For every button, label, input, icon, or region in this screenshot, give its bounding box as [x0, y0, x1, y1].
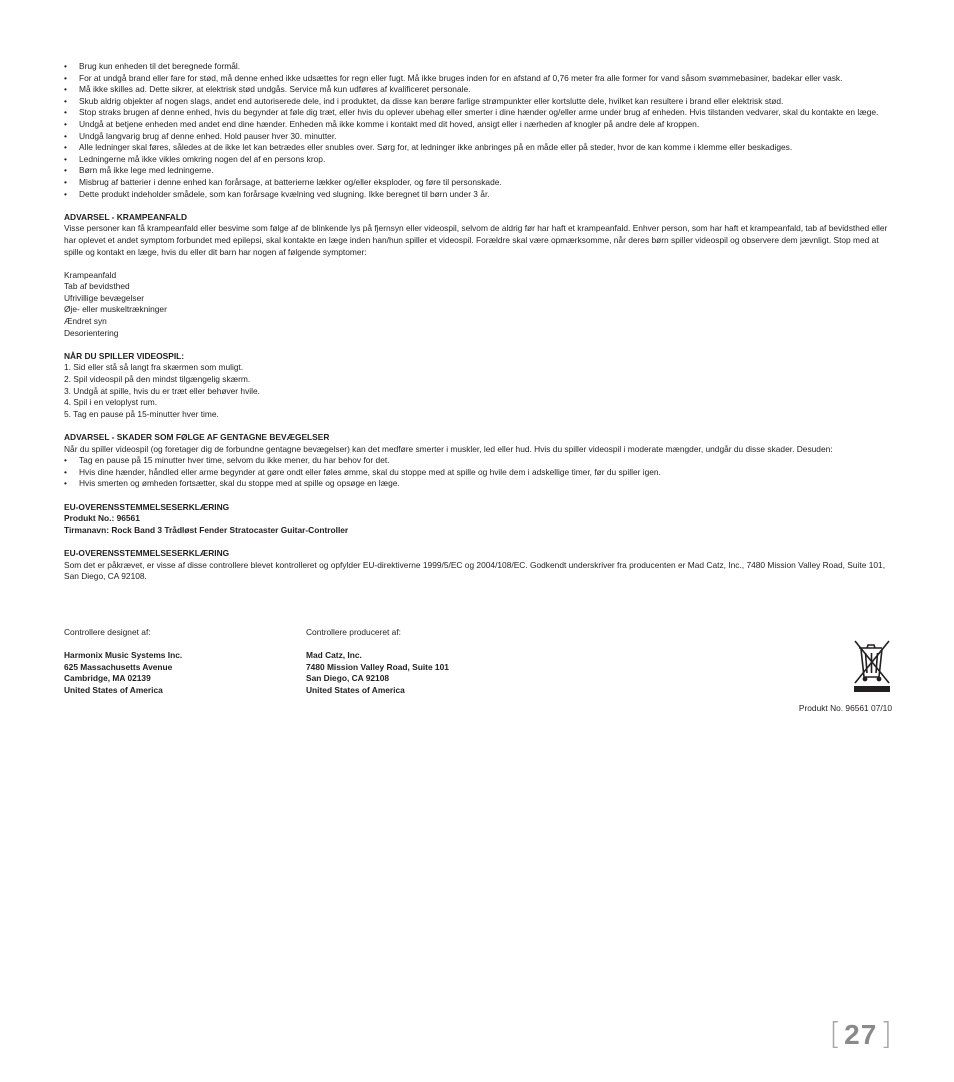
address-line: San Diego, CA 92108 [306, 673, 390, 684]
product-number: Produkt No.: 96561 [64, 513, 140, 524]
page-number [829, 1019, 892, 1051]
list-item: • Dette produkt indeholder smådele, som kan forårsage kvælning ved slugning. Ikke beregnet til børn under 3 år. [64, 189, 896, 201]
symptom-list [64, 270, 896, 340]
list-item: • Misbrug af batterier i denne enhed kan forårsage, at batterierne lækker og/eller eksploder, og føre til personskade. [64, 177, 896, 189]
list-item: Ufrivillige bevægelser [64, 292, 145, 303]
list-item: • Alle ledninger skal føres, således at de ikke let kan betrædes eller snubles over. Sørg for, at ledninger ikke anbringes på en måde eller på steder, hvor de kan komme i klemme eller beskadiges. [64, 142, 896, 154]
seizure-section [64, 212, 896, 340]
list-item: Ændret syn [64, 316, 107, 327]
address-line: United States of America [64, 684, 163, 695]
address-line: 7480 Mission Valley Road, Suite 101 [306, 661, 449, 672]
playing-section [64, 351, 896, 421]
designer-column [64, 627, 182, 697]
list-item: • Hvis smerten og ømheden fortsætter, skal du stoppe med at spille og opsøge en læge. [64, 478, 896, 490]
producer-column [306, 627, 449, 697]
list-item: 4. Spil i en veloplyst rum. [64, 397, 158, 408]
crossed-out-wheelie-bin-icon [852, 639, 892, 693]
list-item: Krampeanfald [64, 269, 117, 280]
declaration-paragraph: Som det er påkrævet, er visse af disse controllere blevet kontrolleret og opfylder EU-direktiverne 1999/5/EC og 2004/108/EC. Godkendt underskriver fra producenten er Mad Catz, Inc., 7480 Mission Valley Road, Suite 101, San Diego, CA 92108. [64, 559, 886, 582]
address-line: Mad Catz, Inc. [306, 650, 362, 661]
section-heading: ADVARSEL - SKADER SOM FØLGE AF GENTAGNE BEVÆGELSER [64, 432, 330, 442]
address-line: United States of America [306, 684, 405, 695]
trade-name: Tirmanavn: Rock Band 3 Trådløst Fender Stratocaster Guitar-Controller [64, 524, 349, 535]
repetitive-list [64, 455, 896, 490]
section-heading: EU-OVERENSSTEMMELSESERKLÆRING [64, 547, 230, 558]
list-item: • Skub aldrig objekter af nogen slags, andet end autoriserede dele, ind i produktet, da disse kan berøre farlige strømpunkter eller kortslutte dele, hvilket kan resultere i brand eller elektrisk stød. [64, 96, 896, 108]
list-item: Øje- eller muskeltrækninger [64, 304, 167, 315]
bracket-left-icon: [ [829, 1017, 842, 1052]
list-item: Tab af bevidsthed [64, 281, 130, 292]
list-item: 3. Undgå at spille, hvis du er træt eller behøver hvile. [64, 385, 260, 396]
manufacturer-block [64, 627, 896, 697]
product-code: Produkt No. 96561 07/10 [798, 703, 892, 713]
page-number-value: 27 [844, 1019, 878, 1050]
repetitive-paragraph: Når du spiller videospil (og foretager dig de forbundne gentagne bevægelser) kan det medføre smerter i muskler, led eller hud. Hvis du spiller videospil i moderate mængder, undgår du disse skader. Desuden: [64, 443, 833, 454]
bracket-right-icon: ] [880, 1017, 892, 1052]
seizure-paragraph: Visse personer kan få krampeanfald eller besvime som følge af de blinkende lys på fjernsyn eller videospil, selvom de aldrig før har haft et krampeanfald. Enhver person, som har haft et krampeanfald, tab af bevidsthed eller har oplevet et andet symptom forbundet med epilepsi, skal kontakte en læge inden han/hun spiller et videospil. Forældre skal være opmærksomme, når deres børn spiller videospil og observere dem jævnligt. Stop med at spille og kontakt en læge, hvis du eller dit barn har nogen af følgende symptomer: [64, 223, 888, 257]
list-item: • Hvis dine hænder, håndled eller arme begynder at gøre ondt eller føles ømme, skal du stoppe med at spille og hvile dem i adskellige timer, før du spiller igen. [64, 467, 896, 479]
list-item: • Undgå at betjene enheden med andet end dine hænder. Enheden må ikke komme i kontakt med dit hoved, ansigt eller i nærheden af knogler på andre dele af kroppen. [64, 119, 896, 131]
manual-page [64, 61, 896, 583]
list-item: 5. Tag en pause på 15-minutter hver time. [64, 408, 219, 419]
designer-label: Controllere designet af: [64, 627, 151, 637]
address-line: Harmonix Music Systems Inc. [64, 650, 183, 661]
list-item: Desorientering [64, 327, 119, 338]
eu-declaration-1 [64, 502, 896, 537]
list-item: • Brug kun enheden til det beregnede formål. [64, 61, 896, 73]
safety-list [64, 61, 896, 200]
section-heading: NÅR DU SPILLER VIDEOSPIL: [64, 350, 185, 361]
list-item: • Børn må ikke lege med ledningerne. [64, 165, 896, 177]
eu-declaration-2 [64, 548, 896, 583]
address-line: 625 Massachusetts Avenue [64, 661, 173, 672]
address-line: Cambridge, MA 02139 [64, 673, 151, 684]
list-item: • For at undgå brand eller fare for stød, må denne enhed ikke udsættes for regn eller fugt. Må ikke bruges inden for en afstand af 0,76 meter fra alle former for vand såsom svømmebasiner, badekar eller vask. [64, 73, 896, 85]
list-item: • Undgå langvarig brug af denne enhed. Hold pauser hver 30. minutter. [64, 131, 896, 143]
list-item: • Stop straks brugen af denne enhed, hvis du begynder at føle dig træt, eller hvis du oplever ubehag eller smerter i dine hænder og/eller arme under brug af enheden. Hvis tilstanden vedvarer, skal du kontakte en læge. [64, 107, 896, 119]
section-heading: EU-OVERENSSTEMMELSESERKLÆRING [64, 501, 230, 512]
list-item: 2. Spil videospil på den mindst tilgængelig skærm. [64, 374, 251, 385]
list-item: 1. Sid eller stå så langt fra skærmen som muligt. [64, 362, 244, 373]
section-heading: ADVARSEL - KRAMPEANFALD [64, 211, 187, 222]
list-item: • Tag en pause på 15 minutter hver time, selvom du ikke mener, du har behov for det. [64, 455, 896, 467]
list-item: • Ledningerne må ikke vikles omkring nogen del af en persons krop. [64, 154, 896, 166]
list-item: • Må ikke skilles ad. Dette sikrer, at elektrisk stød undgås. Service må kun udføres af kvalificeret personale. [64, 84, 896, 96]
repetitive-section [64, 432, 896, 490]
producer-label: Controllere produceret af: [306, 627, 401, 637]
